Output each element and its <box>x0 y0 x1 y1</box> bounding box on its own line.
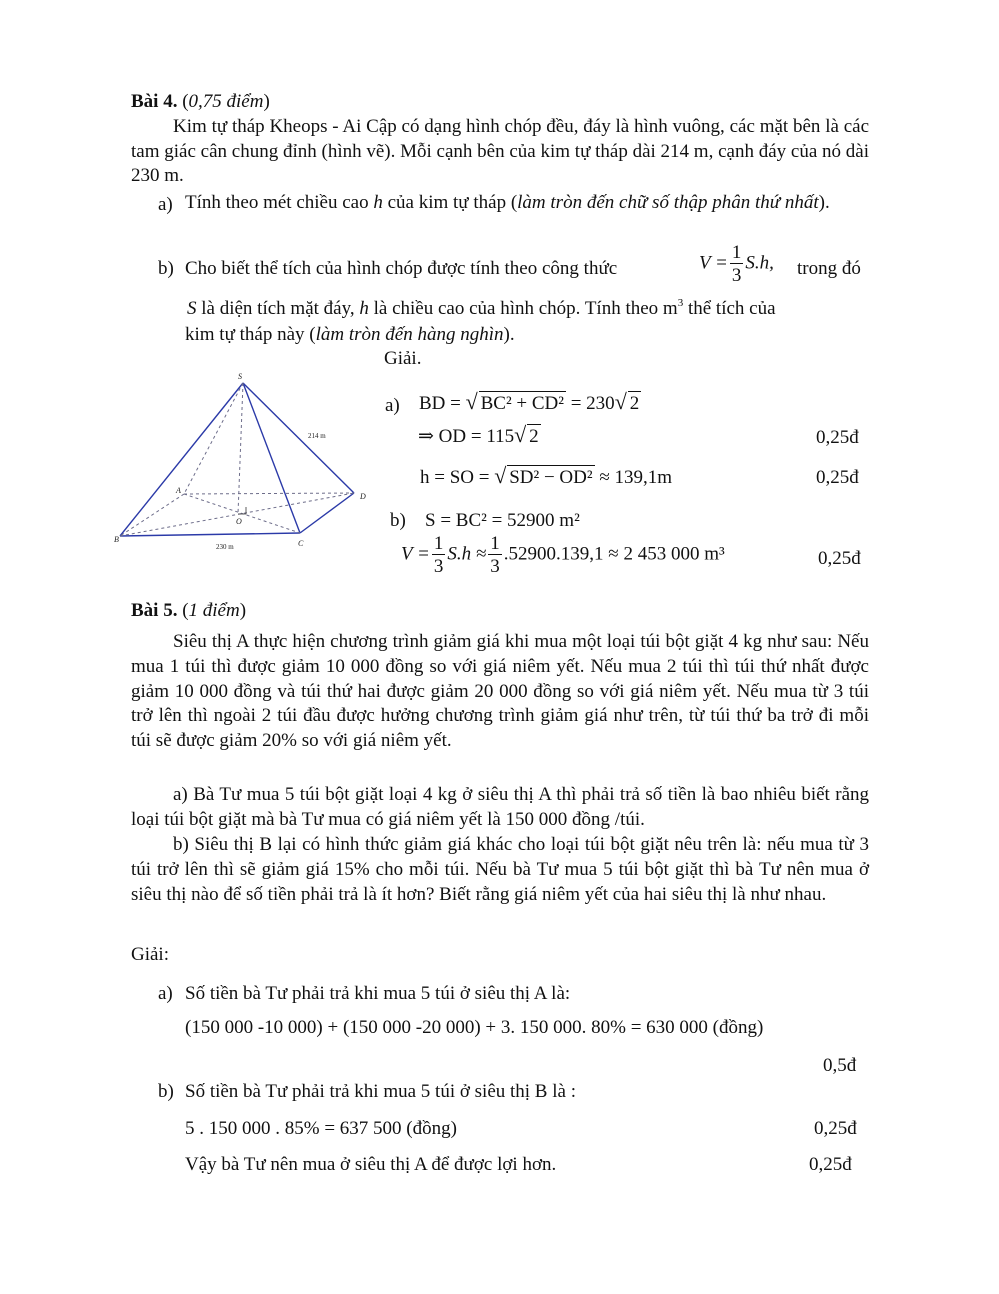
bai4-a-text <box>185 191 869 216</box>
bai4-b-formula-v: V = <box>699 252 728 274</box>
bai5-sb-score: 0,25đ <box>814 1118 857 1139</box>
sqrt-icon: √ <box>494 463 507 488</box>
edge-cd <box>300 493 354 533</box>
sqrt-4 <box>494 463 594 488</box>
edge-sd <box>243 383 354 493</box>
sol-b-line1: S = BC² = 52900 m² <box>425 510 580 531</box>
edge-sa-hidden <box>184 383 243 494</box>
sqrt-2 <box>614 389 642 414</box>
sol-b-2-mid: S.h ≈ <box>447 543 487 565</box>
bai4-points: 0,75 điểm <box>188 91 264 112</box>
sqrt-1 <box>465 389 566 414</box>
bai4-b-text-2: trong đó <box>797 258 861 279</box>
bai4-a-var: h <box>373 192 383 213</box>
bai4-title: Bài 4. <box>131 91 178 112</box>
sol-a-1-lhs: BD = <box>419 393 466 414</box>
sol-a-3-score: 0,25đ <box>816 467 859 488</box>
sqrt-icon: √ <box>514 422 527 447</box>
bai4-solution-label: Giải. <box>384 348 422 369</box>
bai4-a-note: làm tròn đến chữ số thập phân thứ nhất <box>517 192 819 213</box>
sol-a-line3 <box>420 463 673 488</box>
sol-b-frac-2 <box>488 534 502 576</box>
edge-bc <box>120 533 300 536</box>
bai4-a-close: ). <box>818 192 830 213</box>
bai4-b-text: Cho biết thể tích của hình chóp được tính theo công thức <box>185 258 618 279</box>
bai5-conclusion-score: 0,25đ <box>809 1154 852 1175</box>
bai4-intro: Kim tự tháp Kheops - Ai Cập có dạng hình chóp đều, đáy là hình vuông, các mặt bên là các tam giác cân chung đỉnh (hình vẽ). Mỗi cạnh bên của kim tự tháp dài 214 m, cạnh đáy của nó dài 230 m. <box>131 116 869 187</box>
bai4-b-line2-c: thể tích của <box>687 298 776 319</box>
sqrt-4-rad: SD² − OD² <box>509 467 593 488</box>
bai4-b-line3-note: làm tròn đến hàng nghìn <box>315 324 504 345</box>
bai4-b-label: b) <box>158 258 174 279</box>
sqrt-3 <box>514 422 541 447</box>
sol-b-2-score: 0,25đ <box>818 548 861 569</box>
bai5-points-open: ( <box>182 600 189 621</box>
frac-num: 1 <box>731 242 742 263</box>
bai5-question-b: b) Siêu thị B lại có hình thức giảm giá khác cho loại túi bột giặt nêu trên là: nếu mua từ 3 túi trở lên thì sẽ giảm giá 15% cho mỗi túi. Nếu bà Tư mua 5 túi bột giặt thì bà Tư nên mua ở siêu thị nào để số tiền phải trả là ít hơn? Biết rằng giá niêm yết của hai siêu thị là như nhau. <box>131 834 869 905</box>
label-c: C <box>298 539 304 548</box>
sol-a-1-mid: = 230 <box>565 393 615 414</box>
bai4-a-text-2: của kim tự tháp ( <box>387 192 518 213</box>
bai4-b-line3-a: kim tự tháp này ( <box>185 324 316 345</box>
sqrt-icon: √ <box>465 389 478 414</box>
sqrt-1-rad: BC² + CD² <box>480 393 564 414</box>
label-d: D <box>360 492 366 501</box>
label-base-230: 230 m <box>216 543 234 551</box>
bai5-title: Bài 5. <box>131 600 178 621</box>
diag-ac <box>184 494 300 533</box>
edge-sc <box>243 383 300 533</box>
bai4-b-sup: 3 <box>677 297 684 309</box>
bai5-points: 1 điểm <box>188 600 240 621</box>
sol-a-2-score: 0,25đ <box>816 427 859 448</box>
sol-b-2-rest: .52900.139,1 ≈ 2 453 000 m³ <box>503 543 725 565</box>
sol-a-label: a) <box>385 395 400 416</box>
sqrt-icon: √ <box>614 389 627 414</box>
bai5-sb-label: b) <box>158 1081 174 1102</box>
bai5-sa-label: a) <box>158 983 173 1004</box>
bai4-b-line3-close: ). <box>503 324 515 345</box>
label-edge-214: 214 m <box>308 432 326 440</box>
bai4-b-line3 <box>185 325 515 344</box>
edge-sb <box>120 383 243 536</box>
sqrt-2-rad: 2 <box>629 393 640 414</box>
bai5-solution-label: Giải: <box>131 944 169 965</box>
bai5-sb-calc: 5 . 150 000 . 85% = 637 500 (đồng) <box>185 1118 457 1139</box>
bai4-b-line2 <box>187 299 776 318</box>
sol-b-label: b) <box>390 510 406 531</box>
label-o: O <box>236 517 242 526</box>
bai4-points-close: ) <box>263 91 270 112</box>
frac-den: 3 <box>490 556 500 577</box>
bai4-a-label: a) <box>158 194 173 215</box>
bai5-question-a: a) Bà Tư mua 5 túi bột giặt loại 4 kg ở siêu thị A thì phải trả số tiền là bao nhiêu biết rằng loại túi bột giặt mà bà Tư mua có giá niêm yết là 150 000 đồng /túi. <box>131 784 869 830</box>
bai5-heading <box>131 601 246 620</box>
bai4-points-open: ( <box>182 91 189 112</box>
frac-num: 1 <box>433 533 444 554</box>
bai4-b-formula <box>699 243 774 285</box>
bai5-points-close: ) <box>239 600 247 621</box>
bai5-sb-text: Số tiền bà Tư phải trả khi mua 5 túi ở siêu thị B là : <box>185 1081 576 1102</box>
label-b: B <box>114 535 119 544</box>
sol-a-line2 <box>418 422 541 447</box>
sol-a-line1 <box>419 389 641 414</box>
bai5-sa-calc: (150 000 -10 000) + (150 000 -20 000) + 3. 150 000. 80% = 630 000 (đồng) <box>185 1017 764 1038</box>
bai4-heading <box>131 92 270 111</box>
bai4-b-line2-b: là chiều cao của hình chóp. Tính theo m <box>373 298 678 319</box>
sol-a-2-lhs: ⇒ OD = 115 <box>418 426 515 447</box>
diag-bd <box>120 493 354 536</box>
bai4-b-var-h: h <box>359 298 369 319</box>
sol-b-frac-1 <box>432 534 446 576</box>
sol-b-2-v: V = <box>401 543 430 565</box>
height-so <box>238 383 243 514</box>
bai4-b-formula-rest: S.h, <box>745 252 774 274</box>
sol-b-line2 <box>401 534 725 576</box>
sol-a-3-lhs: h = SO = <box>420 467 495 488</box>
sqrt-3-rad: 2 <box>529 426 539 447</box>
pyramid-figure <box>112 370 372 560</box>
bai4-b-line2-a: là diện tích mặt đáy, <box>201 298 355 319</box>
bai4-b-var-s: S <box>187 298 197 319</box>
frac-num: 1 <box>490 533 500 554</box>
bai5-intro: Siêu thị A thực hiện chương trình giảm giá khi mua một loại túi bột giặt 4 kg như sau: Nếu mua 1 túi thì được giảm 10 000 đồng so với giá niêm yết. Nếu mua 2 túi thì túi thứ nhất được giảm 10 000 đồng và túi thứ hai được giảm 20 000 đồng so với giá niêm yết. Nếu mua từ 3 túi trở lên thì ngoài 2 túi đầu được hưởng chương trình giảm giá như trên, từ túi thứ ba trở đi mỗi túi sẽ được giảm 20% so với giá niêm yết. <box>131 631 869 752</box>
bai5-sa-score: 0,5đ <box>823 1055 857 1076</box>
bai4-a-text-1: Tính theo mét chiều cao <box>185 192 369 213</box>
bai4-b-fraction <box>730 243 744 285</box>
bai5-sa-text: Số tiền bà Tư phải trả khi mua 5 túi ở siêu thị A là: <box>185 983 571 1004</box>
label-s: S <box>238 372 242 381</box>
edge-ad-hidden <box>184 493 354 494</box>
label-a: A <box>176 486 181 495</box>
frac-den: 3 <box>731 265 742 286</box>
frac-den: 3 <box>433 556 444 577</box>
sol-a-3-rhs: ≈ 139,1m <box>594 467 673 488</box>
bai5-conclusion: Vậy bà Tư nên mua ở siêu thị A để được lợi hơn. <box>185 1154 557 1175</box>
